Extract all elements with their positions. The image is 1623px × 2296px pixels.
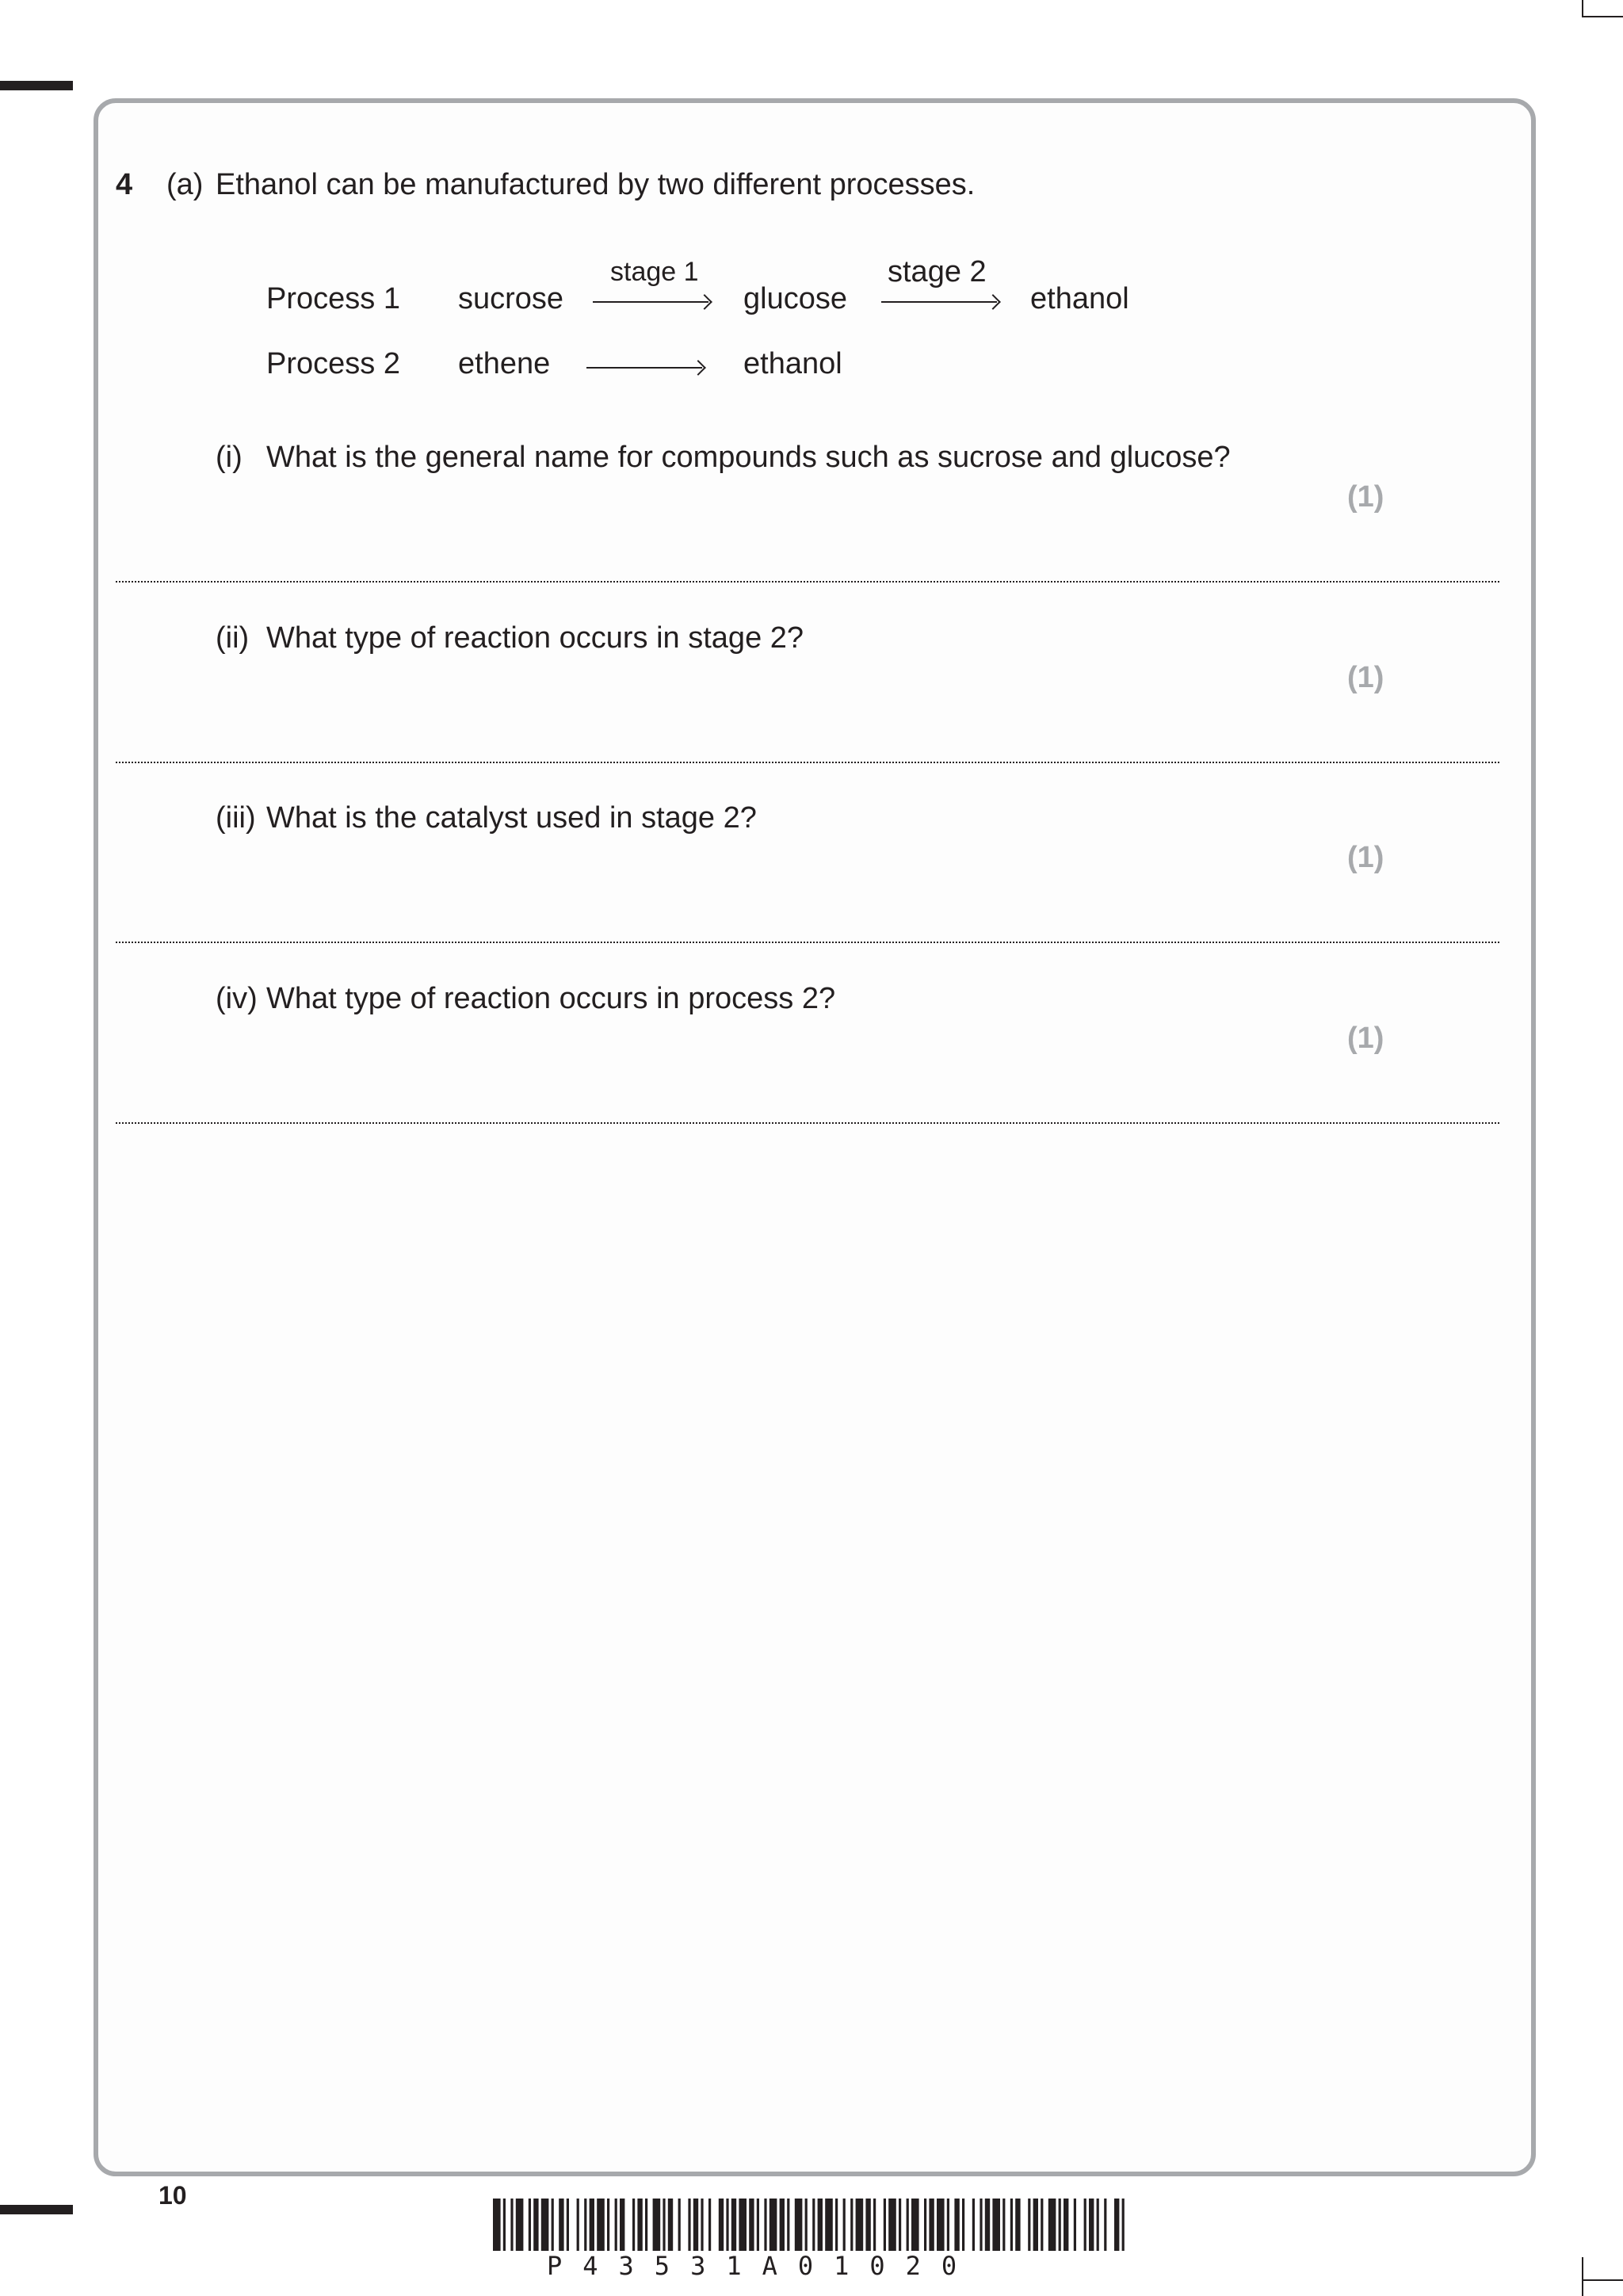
barcode-bar (678, 2199, 681, 2251)
question-number: 4 (116, 168, 133, 201)
subquestion-i-label: (i) (216, 441, 242, 474)
process1-stage2-arrow (881, 301, 997, 303)
barcode-bar (812, 2199, 815, 2251)
barcode-bar (1002, 2199, 1005, 2251)
process1-start: sucrose (458, 282, 564, 315)
question-frame (94, 98, 1536, 2176)
subquestion-iii-text: What is the catalyst used in stage 2? (266, 801, 757, 835)
barcode-bar (992, 2199, 1000, 2251)
process1-label: Process 1 (266, 282, 400, 315)
process2-arrow (586, 367, 702, 369)
process1-middle: glucose (743, 282, 847, 315)
barcode-bar (607, 2199, 609, 2251)
barcode-bar (701, 2199, 703, 2251)
barcode-bar (726, 2199, 728, 2251)
barcode-bar (856, 2199, 864, 2251)
subquestion-i-text: What is the general name for compounds such as sucrose and glucose? (266, 441, 1231, 474)
part-a-label: (a) (166, 168, 204, 201)
barcode-bar (615, 2199, 617, 2251)
process1-stage2-label: stage 2 (888, 255, 987, 288)
barcode-bar (825, 2199, 833, 2251)
subquestion-iv-marks: (1) (1347, 1022, 1384, 1055)
barcode-bar (516, 2199, 524, 2251)
crop-mark-bottom-right-horizontal (1583, 2279, 1623, 2281)
barcode-bar (1064, 2199, 1068, 2251)
barcode-bar (1104, 2199, 1106, 2251)
barcode-bar (850, 2199, 853, 2251)
barcode-bar (929, 2199, 934, 2251)
barcode-bar (645, 2199, 647, 2251)
barcode-bar (1114, 2199, 1119, 2251)
barcode-bar (749, 2199, 754, 2251)
margin-bar-bottom (0, 2205, 73, 2214)
barcode-bar (559, 2199, 563, 2251)
barcode-bar (947, 2199, 949, 2251)
barcode-bar (597, 2199, 605, 2251)
answer-line-iii[interactable] (116, 942, 1499, 943)
barcode-bar (584, 2199, 586, 2251)
barcode-bar (757, 2199, 759, 2251)
barcode-bar (780, 2199, 785, 2251)
barcode-bar (552, 2199, 554, 2251)
barcode-bar (719, 2199, 724, 2251)
crop-mark-top-right-horizontal (1582, 0, 1583, 17)
barcode-bar (835, 2199, 838, 2251)
barcode-bar (888, 2199, 896, 2251)
process2-start: ethene (458, 347, 551, 380)
barcode-bar (1015, 2199, 1020, 2251)
barcode-bar (510, 2199, 513, 2251)
subquestion-iii-marks: (1) (1347, 841, 1384, 874)
barcode-bar (620, 2199, 624, 2251)
barcode-bar (924, 2199, 926, 2251)
part-a-intro: Ethanol can be manufactured by two different processes. (216, 168, 976, 201)
barcode-bar (1089, 2199, 1094, 2251)
process2-end: ethanol (743, 347, 842, 380)
barcode-bar (980, 2199, 982, 2251)
barcode-bar (873, 2199, 876, 2251)
barcode-bar (884, 2199, 886, 2251)
subquestion-iii-label: (iii) (216, 801, 256, 835)
margin-bar-top (0, 81, 73, 90)
barcode-bar (663, 2199, 665, 2251)
barcode-bar (1074, 2199, 1076, 2251)
subquestion-iv-label: (iv) (216, 982, 258, 1015)
barcode-bar (818, 2199, 823, 2251)
barcode-bar (739, 2199, 747, 2251)
subquestion-ii-marks: (1) (1347, 661, 1384, 694)
subquestion-i-marks: (1) (1347, 480, 1384, 514)
barcode-bar (985, 2199, 990, 2251)
barcode-bar (503, 2199, 506, 2251)
process2-label: Process 2 (266, 347, 400, 380)
barcode-bar (962, 2199, 964, 2251)
process1-stage1-arrow (593, 301, 708, 303)
barcode-bar (1041, 2199, 1043, 2251)
barcode-bar (668, 2199, 673, 2251)
barcode-bar (954, 2199, 959, 2251)
barcode-bar (1010, 2199, 1013, 2251)
answer-line-i[interactable] (116, 581, 1499, 583)
barcode-bar (637, 2199, 642, 2251)
barcode-bar (1122, 2199, 1125, 2251)
barcode (493, 2199, 1127, 2251)
barcode-bar (764, 2199, 766, 2251)
barcode-bar (688, 2199, 690, 2251)
barcode-bar (529, 2199, 531, 2251)
barcode-bar (653, 2199, 661, 2251)
barcode-bar (843, 2199, 846, 2251)
barcode-bar (1097, 2199, 1099, 2251)
barcode-bar (567, 2199, 569, 2251)
barcode-bar (769, 2199, 777, 2251)
answer-line-ii[interactable] (116, 762, 1499, 763)
barcode-bar (1033, 2199, 1038, 2251)
barcode-bar (805, 2199, 808, 2251)
barcode-bar (693, 2199, 698, 2251)
subquestion-iv-text: What type of reaction occurs in process 2? (266, 982, 836, 1015)
barcode-bar (787, 2199, 789, 2251)
barcode-bar (1028, 2199, 1030, 2251)
barcode-bar (937, 2199, 945, 2251)
barcode-bar (907, 2199, 909, 2251)
barcode-bar (590, 2199, 594, 2251)
barcode-bar (533, 2199, 538, 2251)
process1-end: ethanol (1030, 282, 1129, 315)
barcode-bar (972, 2199, 975, 2251)
barcode-bar (577, 2199, 579, 2251)
process1-stage1-label: stage 1 (610, 257, 699, 287)
barcode-bar (865, 2199, 870, 2251)
barcode-bar (493, 2199, 501, 2251)
answer-line-iv[interactable] (116, 1122, 1499, 1124)
subquestion-ii-label: (ii) (216, 621, 250, 655)
barcode-bar (1059, 2199, 1061, 2251)
subquestion-ii-text: What type of reaction occurs in stage 2? (266, 621, 804, 655)
barcode-bar (731, 2199, 736, 2251)
barcode-bar (632, 2199, 635, 2251)
barcode-bar (911, 2199, 919, 2251)
crop-mark-bottom-right-vertical (1582, 2257, 1583, 2296)
barcode-bar (541, 2199, 549, 2251)
barcode-bar (708, 2199, 711, 2251)
page-number: 10 (158, 2181, 187, 2210)
barcode-bar (1048, 2199, 1056, 2251)
barcode-text: P43531A01020 (547, 2251, 978, 2281)
crop-mark-top-right-vertical (1583, 16, 1623, 17)
barcode-bar (795, 2199, 803, 2251)
barcode-bar (1084, 2199, 1086, 2251)
barcode-bar (899, 2199, 901, 2251)
